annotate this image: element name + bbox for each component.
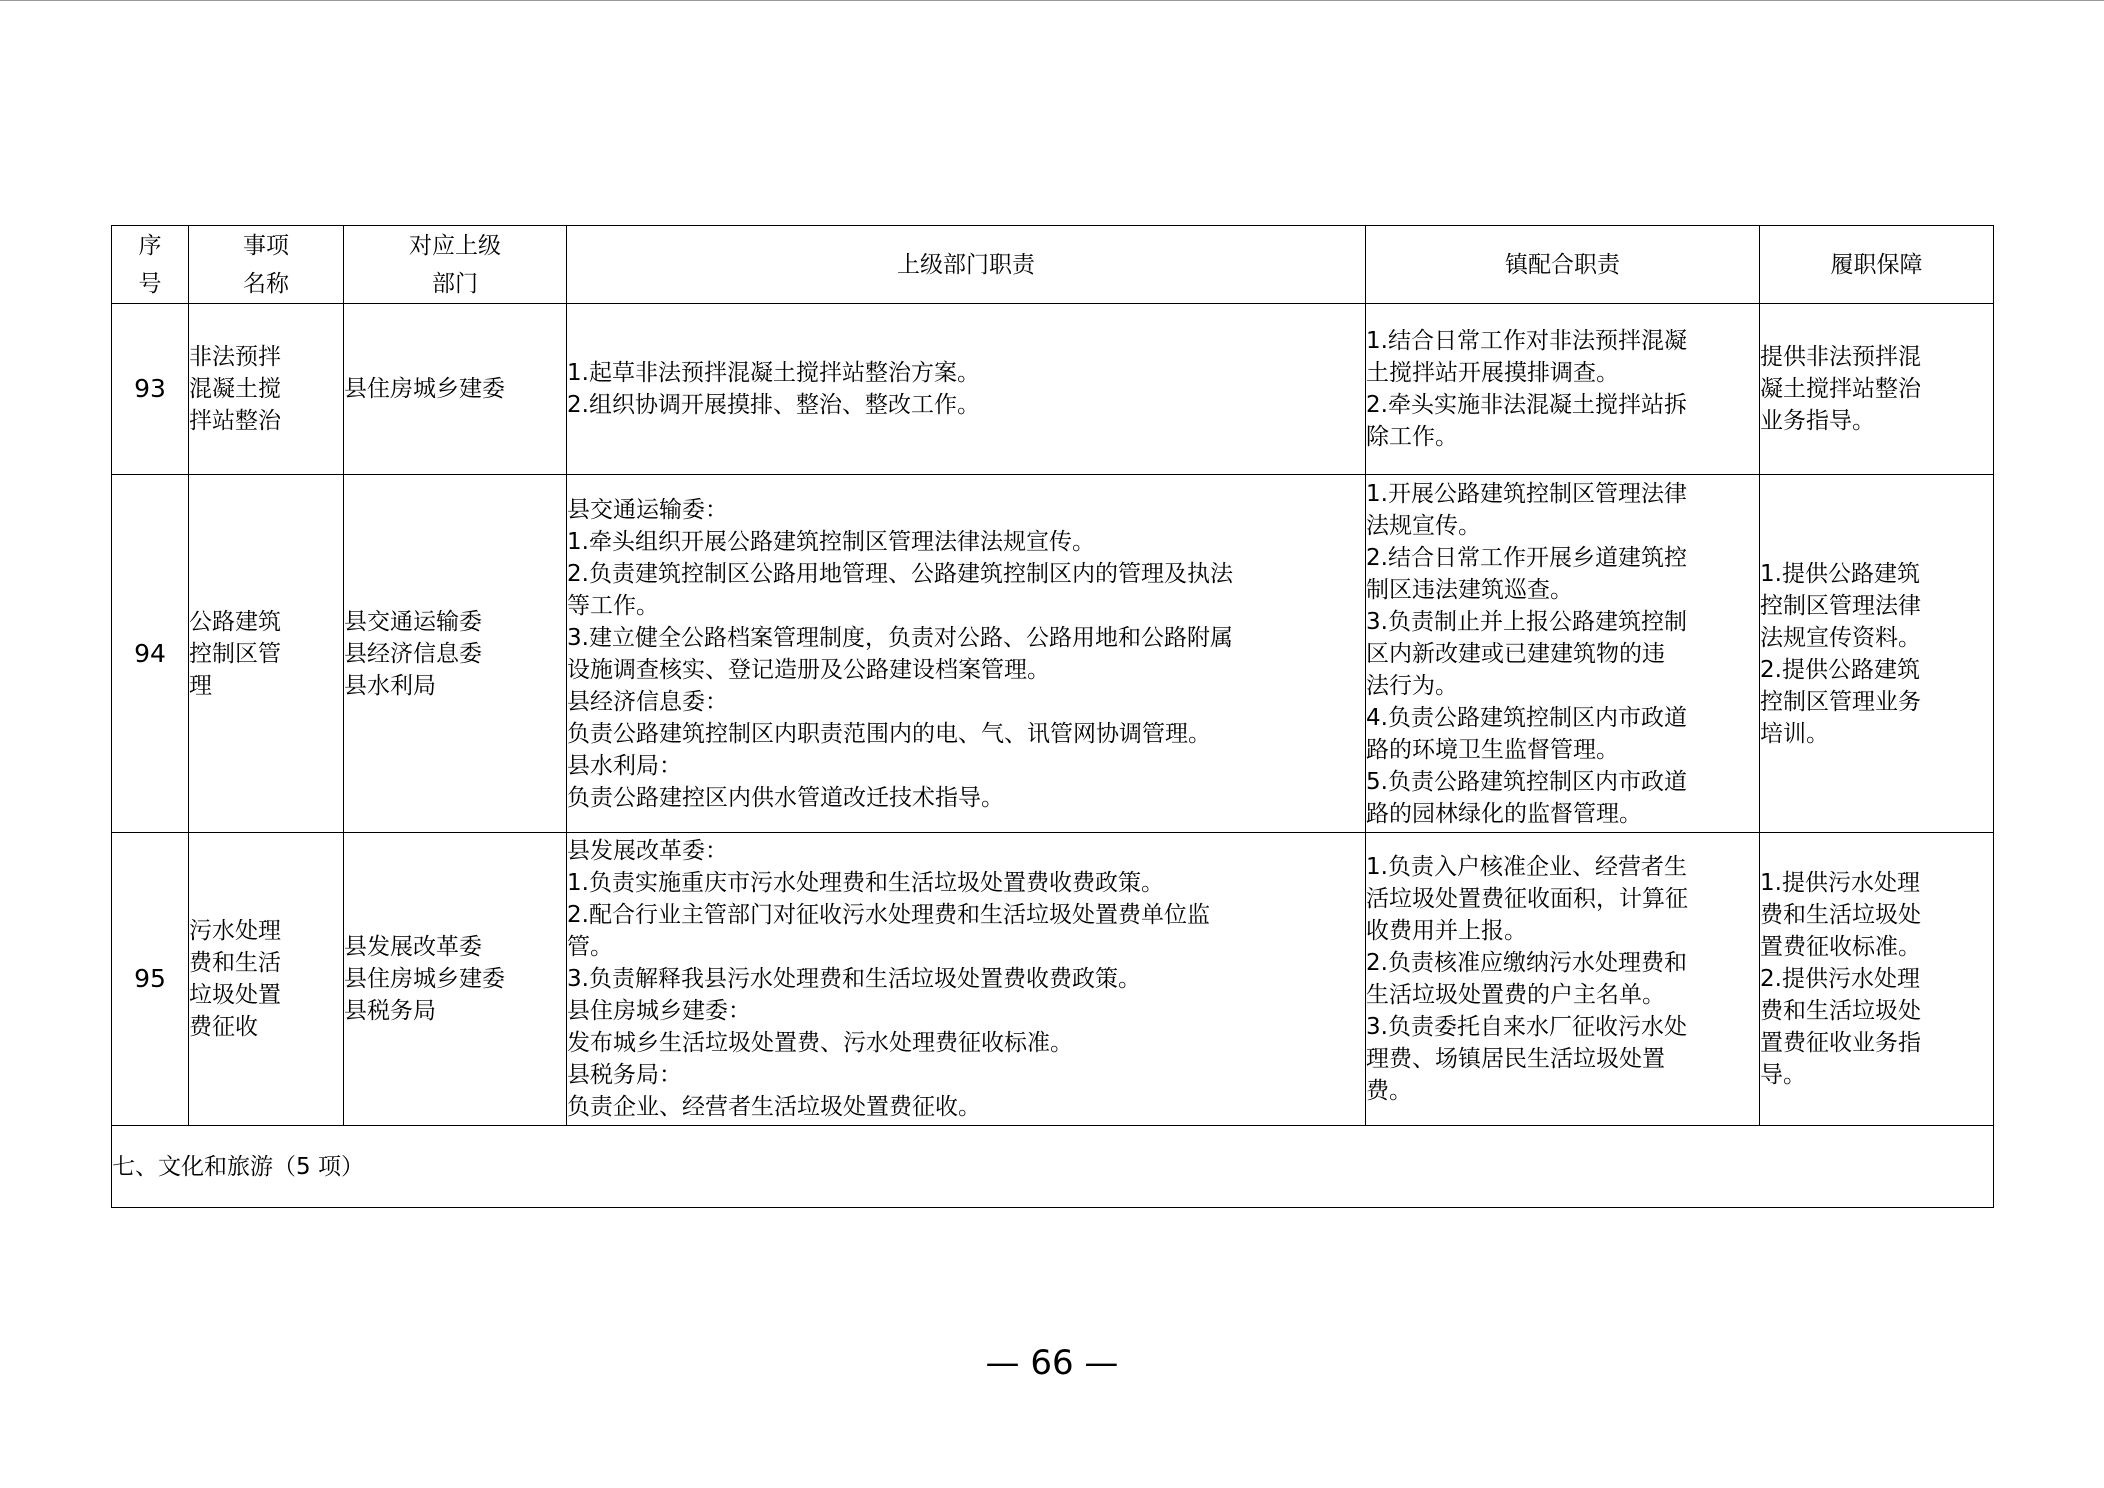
header-item-name: 事项 名称 — [189, 226, 344, 304]
header-upper-dept: 对应上级 部门 — [344, 226, 567, 304]
row-number: 94 — [112, 475, 189, 833]
upper-duty: 1.起草非法预拌混凝土搅拌站整治方案。 2.组织协调开展摸排、整治、整改工作。 — [567, 304, 1366, 475]
item-name: 污水处理 费和生活 垃圾处置 费征收 — [189, 833, 344, 1126]
top-border-line — [0, 0, 2104, 1]
header-upper-duty: 上级部门职责 — [567, 226, 1366, 304]
header-town-duty: 镇配合职责 — [1366, 226, 1760, 304]
table-header-row — [112, 226, 1994, 304]
row-number: 95 — [112, 833, 189, 1126]
row-number: 93 — [112, 304, 189, 475]
town-duty: 1.负责入户核准企业、经营者生 活垃圾处置费征收面积，计算征 收费用并上报。 2.负责核准应缴纳污水处理费和 生活垃圾处置费的户主名单。 3.负责委托自来水厂征收污水处 理费、场镇居民生活垃圾处置 费。 — [1366, 833, 1760, 1126]
table-row — [112, 304, 1994, 475]
upper-department: 县发展改革委 县住房城乡建委 县税务局 — [344, 833, 567, 1126]
guarantee: 1.提供公路建筑 控制区管理法律 法规宣传资料。 2.提供公路建筑 控制区管理业务 培训。 — [1760, 475, 1994, 833]
item-name: 公路建筑 控制区管 理 — [189, 475, 344, 833]
section-row — [112, 1126, 1994, 1208]
section-title: 七、文化和旅游（5 项） — [112, 1126, 1994, 1208]
upper-department: 县交通运输委 县经济信息委 县水利局 — [344, 475, 567, 833]
page-number: — 66 — — [985, 1343, 1119, 1383]
table-row — [112, 475, 1994, 833]
guarantee: 1.提供污水处理 费和生活垃圾处 置费征收标准。 2.提供污水处理 费和生活垃圾处 置费征收业务指 导。 — [1760, 833, 1994, 1126]
upper-duty: 县发展改革委： 1.负责实施重庆市污水处理费和生活垃圾处置费收费政策。 2.配合行业主管部门对征收污水处理费和生活垃圾处置费单位监 管。 3.负责解释我县污水处理费和生活垃圾处置费收费政策。 县住房城乡建委： 发布城乡生活垃圾处置费、污水处理费征收标准。 县税务局： 负责企业、经营者生活垃圾处置费征收。 — [567, 833, 1366, 1126]
town-duty: 1.结合日常工作对非法预拌混凝 土搅拌站开展摸排调查。 2.牵头实施非法混凝土搅拌站拆 除工作。 — [1366, 304, 1760, 475]
town-duty: 1.开展公路建筑控制区管理法律 法规宣传。 2.结合日常工作开展乡道建筑控 制区违法建筑巡查。 3.负责制止并上报公路建筑控制 区内新改建或已建建筑物的违 法行为。 4.负责公路建筑控制区内市政道 路的环境卫生监督管理。 5.负责公路建筑控制区内市政道 路的园林绿化的监督管理。 — [1366, 475, 1760, 833]
item-name: 非法预拌 混凝土搅 拌站整治 — [189, 304, 344, 475]
header-guarantee: 履职保障 — [1760, 226, 1994, 304]
header-seq: 序 号 — [112, 226, 189, 304]
duty-table — [111, 225, 1994, 1208]
table-row — [112, 833, 1994, 1126]
guarantee: 提供非法预拌混 凝土搅拌站整治 业务指导。 — [1760, 304, 1994, 475]
upper-duty: 县交通运输委： 1.牵头组织开展公路建筑控制区管理法律法规宣传。 2.负责建筑控制区公路用地管理、公路建筑控制区内的管理及执法 等工作。 3.建立健全公路档案管理制度，负责对公路、公路用地和公路附属 设施调查核实、登记造册及公路建设档案管理。 县经济信息委： 负责公路建筑控制区内职责范围内的电、气、讯管网协调管理。 县水利局： 负责公路建控区内供水管道改迁技术指导。 — [567, 475, 1366, 833]
upper-department: 县住房城乡建委 — [344, 304, 567, 475]
